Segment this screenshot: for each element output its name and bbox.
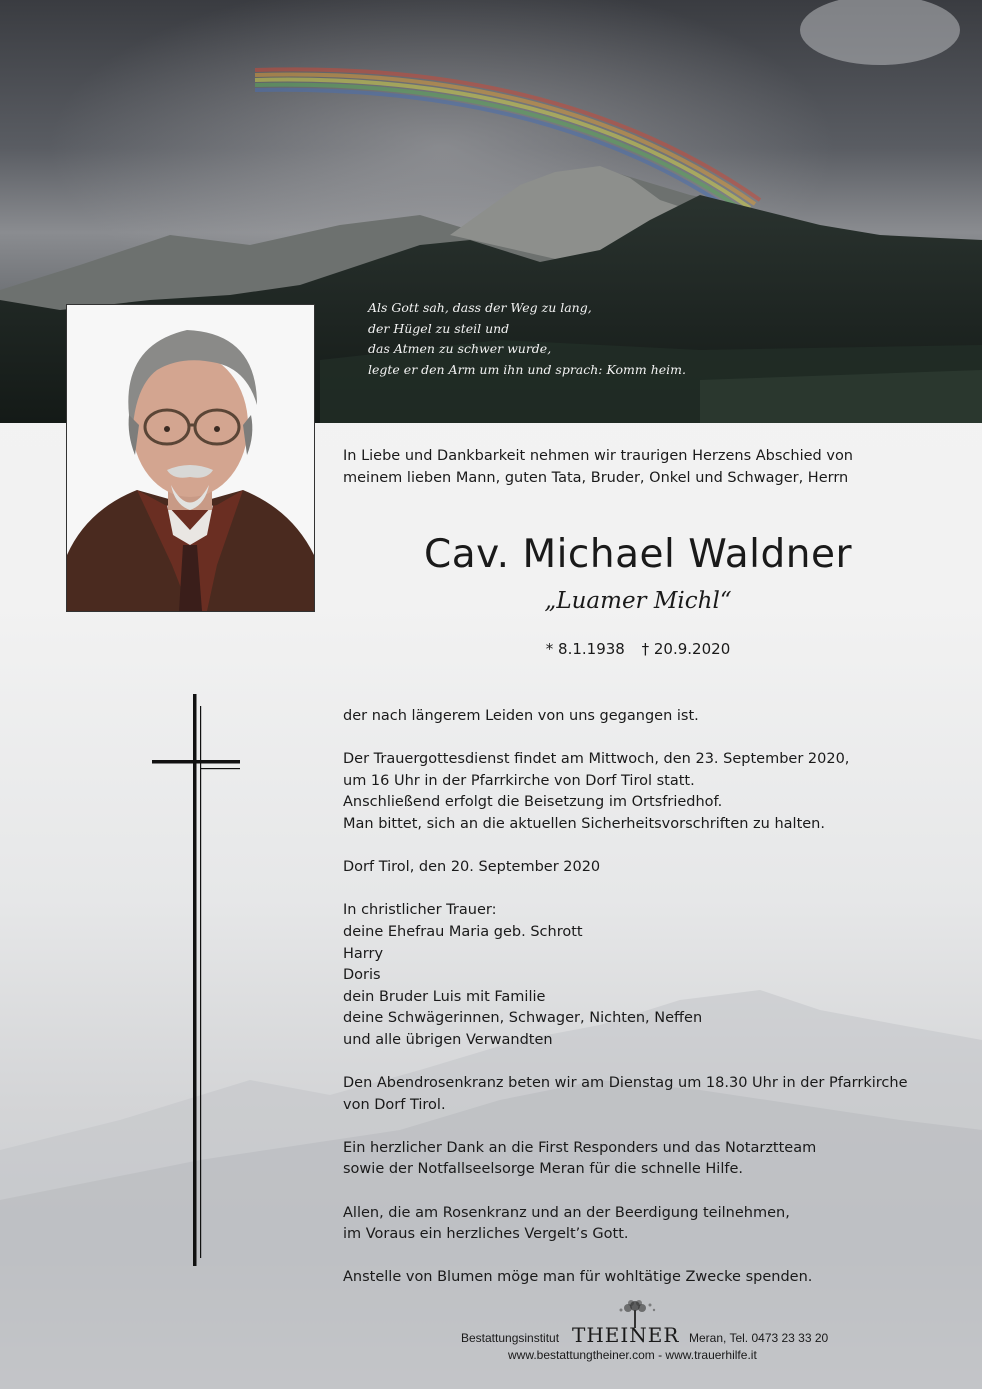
- life-dates: [338, 640, 938, 658]
- body-line: um 16 Uhr in der Pfarrkirche von Dorf Tirol statt.: [343, 772, 695, 789]
- body-paragraph: [343, 1267, 943, 1289]
- footer-brand: THEINER: [572, 1323, 680, 1347]
- footer-contact: Meran, Tel. 0473 23 33 20: [689, 1331, 829, 1345]
- intro-text: [343, 445, 903, 489]
- body-line: Den Abendrosenkranz beten wir am Dienstag um 18.30 Uhr in der Pfarrkirche: [343, 1075, 908, 1092]
- body-paragraph: [343, 749, 943, 835]
- body-line: dein Bruder Luis mit Familie: [343, 988, 546, 1005]
- body-line: und alle übrigen Verwandten: [343, 1031, 553, 1048]
- birth-date: * 8.1.1938: [545, 640, 625, 658]
- body-line: der nach längerem Leiden von uns gegangen ist.: [343, 708, 699, 724]
- body-line: im Voraus ein herzliches Vergelt’s Gott.: [343, 1226, 629, 1243]
- announcement-body: [343, 706, 943, 1311]
- body-line: Der Trauergottesdienst findet am Mittwoch, den 23. September 2020,: [343, 751, 850, 768]
- body-paragraph: [343, 706, 943, 728]
- body-line: deine Schwägerinnen, Schwager, Nichten, Neffen: [343, 1010, 703, 1027]
- body-line: In christlicher Trauer:: [343, 902, 497, 919]
- intro-line: meinem lieben Mann, guten Tata, Bruder, Onkel und Schwager, Herrn: [343, 470, 849, 486]
- body-line: Dorf Tirol, den 20. September 2020: [343, 859, 601, 876]
- portrait-photo: [66, 304, 315, 612]
- body-line: deine Ehefrau Maria geb. Schrott: [343, 923, 583, 940]
- deceased-name: Cav. Michael Waldner: [423, 532, 853, 577]
- quote-line: legte er den Arm um ihn und sprach: Komm heim.: [368, 361, 686, 377]
- body-line: Anschließend erfolgt die Beisetzung im Ortsfriedhof.: [343, 794, 723, 811]
- quote-line: das Atmen zu schwer wurde,: [368, 341, 552, 356]
- body-paragraph: [343, 1073, 943, 1116]
- footer-prefix: Bestattungsinstitut: [461, 1331, 560, 1345]
- body-paragraph: [343, 1138, 943, 1181]
- footer-website[interactable]: www.bestattungtheiner.com - www.trauerhilfe.it: [508, 1348, 757, 1362]
- death-date: † 20.9.2020: [641, 640, 731, 658]
- body-line: Harry: [343, 945, 384, 962]
- body-line: Allen, die am Rosenkranz und an der Beerdigung teilnehmen,: [343, 1204, 790, 1221]
- deceased-nickname: „Luamer Michl“: [544, 588, 732, 614]
- funeral-home-footer: [440, 1298, 860, 1368]
- body-line: Ein herzlicher Dank an die First Responders und das Notarztteam: [343, 1139, 817, 1156]
- body-line: Man bittet, sich an die aktuellen Sicherheitsvorschriften zu halten.: [343, 815, 825, 832]
- quote-line: der Hügel zu steil und: [368, 320, 510, 336]
- quote-line: Als Gott sah, dass der Weg zu lang,: [368, 300, 592, 315]
- cross-icon: [150, 694, 242, 1266]
- body-line: von Dorf Tirol.: [343, 1096, 446, 1113]
- intro-line: In Liebe und Dankbarkeit nehmen wir traurigen Herzens Abschied von: [343, 448, 853, 464]
- body-line: sowie der Notfallseelsorge Meran für die schnelle Hilfe.: [343, 1161, 743, 1178]
- memorial-quote: [368, 298, 768, 380]
- body-line: Doris: [343, 967, 381, 984]
- body-paragraph: [343, 857, 943, 879]
- body-paragraph: [343, 900, 943, 1051]
- body-line: Anstelle von Blumen möge man für wohltätige Zwecke spenden.: [343, 1269, 813, 1286]
- body-paragraph: [343, 1203, 943, 1246]
